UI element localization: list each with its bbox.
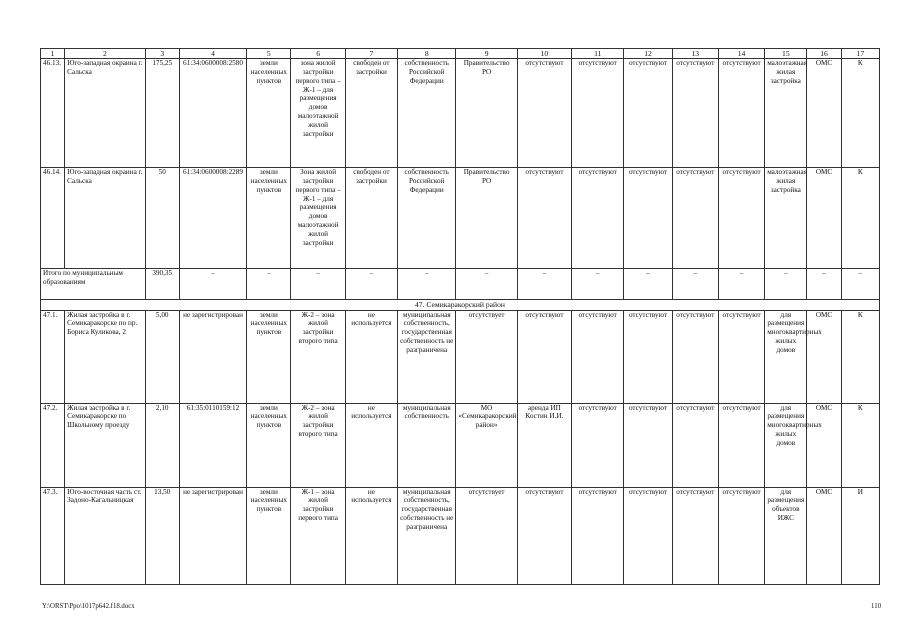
dash: – [841,269,879,300]
cell: отсутствуют [572,403,624,487]
dash: – [345,269,397,300]
land-category-cell: земли населенных пунктов [247,168,291,269]
cell: отсутствуют [572,168,624,269]
cell: К [841,310,879,403]
cell: отсутствуют [672,59,718,168]
col-header: 8 [398,49,456,59]
cell: отсутствуют [672,403,718,487]
total-area: 390,35 [145,269,179,300]
usage-cell: не используется [345,403,397,487]
area-cell: 2,10 [145,403,179,487]
cell: ОМС [807,403,841,487]
col-header: 7 [345,49,397,59]
cell: отсутствуют [572,487,624,584]
land-category-cell: земли населенных пунктов [247,487,291,584]
section-title: 47. Семикаракорский район [41,300,880,310]
total-label: Итого по муниципальным образованиям [41,269,146,300]
section-row [41,300,880,310]
row-number: 47.3. [41,487,65,584]
cell: отсутствуют [672,487,718,584]
table-row [41,59,880,168]
dash: – [672,269,718,300]
purpose-cell: для размещения многоквартирных жилых домов [765,310,807,403]
usage-cell: не используется [345,487,397,584]
encumbrance-cell: аренда ИП Костин И.И. [517,403,571,487]
col-header: 14 [718,49,764,59]
purpose-cell: малоэтажная жилая застройка [765,59,807,168]
col-header: 4 [179,49,246,59]
cell: И [841,487,879,584]
col-header: 9 [456,49,517,59]
area-cell: 5,00 [145,310,179,403]
land-category-cell: земли населенных пунктов [247,59,291,168]
purpose-cell: для размещения многоквартирных жилых домов [765,403,807,487]
location-cell: Юго-восточная часть ст. Задоно-Кагальницкая [65,487,145,584]
area-cell: 175,25 [145,59,179,168]
cell: отсутствуют [718,487,764,584]
ownership-cell: собственность Российской Федерации [398,168,456,269]
cell: ОМС [807,168,841,269]
cell: К [841,59,879,168]
cell: отсутствуют [624,310,672,403]
ownership-cell: муниципальная собственность [398,403,456,487]
location-cell: Жилая застройка в г. Семикаракорске по пр. Бориса Куликова, 2 [65,310,145,403]
table-row [41,487,880,584]
cadastral-cell: 61:35:0110159:12 [179,403,246,487]
cell: отсутствуют [572,310,624,403]
land-registry-table [40,48,880,585]
dash: – [291,269,345,300]
table-row [41,403,880,487]
usage-cell: свободен от застройки [345,168,397,269]
cell: ОМС [807,59,841,168]
cell: отсутствуют [624,403,672,487]
col-header: 5 [247,49,291,59]
holder-cell: Правительство РО [456,168,517,269]
zone-cell: Ж-1 – зона жилой застройки первого типа [291,487,345,584]
dash: – [247,269,291,300]
holder-cell: отсутствует [456,487,517,584]
row-number: 46.14. [41,168,65,269]
dash: – [517,269,571,300]
cadastral-cell: 61:34:0600008:2580 [179,59,246,168]
encumbrance-cell: отсутствуют [517,310,571,403]
zone-cell: зона жилой застройки первого типа – Ж-1 – для размещения домов малоэтажной жилой застройки [291,59,345,168]
col-header: 15 [765,49,807,59]
ownership-cell: собственность Российской Федерации [398,59,456,168]
dash: – [572,269,624,300]
cadastral-cell: не зарегистрирован [179,310,246,403]
location-cell: Юго-западная окраина г. Сальска [65,59,145,168]
zone-cell: Зона жилой застройки первого типа – Ж-1 – для размещения домов малоэтажной жилой застройки [291,168,345,269]
footer-file-path: Y:\ORST\Ppo\1017p642.f18.docx [42,603,135,610]
usage-cell: не используется [345,310,397,403]
cell: К [841,168,879,269]
cell: отсутствуют [672,310,718,403]
holder-cell: Правительство РО [456,59,517,168]
cell: отсутствуют [718,310,764,403]
land-category-cell: земли населенных пунктов [247,310,291,403]
cell: отсутствуют [718,168,764,269]
zone-cell: Ж-2 – зона жилой застройки второго типа [291,310,345,403]
area-cell: 50 [145,168,179,269]
cell: ОМС [807,310,841,403]
col-header: 3 [145,49,179,59]
cell: отсутствуют [672,168,718,269]
ownership-cell: муниципальная собственность, государственная собственность не разграничена [398,487,456,584]
col-header: 17 [841,49,879,59]
cell: отсутствуют [718,59,764,168]
col-header: 6 [291,49,345,59]
col-header: 2 [65,49,145,59]
area-cell: 13,50 [145,487,179,584]
row-number: 47.1. [41,310,65,403]
cadastral-cell: 61:34:0600008:2289 [179,168,246,269]
location-cell: Жилая застройка в г. Семикаракорске по Школьному проезду [65,403,145,487]
dash: – [179,269,246,300]
col-header: 10 [517,49,571,59]
purpose-cell: малоэтажная жилая застройка [765,168,807,269]
ownership-cell: муниципальная собственность, государственная собственность не разграничена [398,310,456,403]
cell: отсутствуют [572,59,624,168]
col-header: 1 [41,49,65,59]
encumbrance-cell: отсутствуют [517,168,571,269]
cell: отсутствуют [718,403,764,487]
usage-cell: свободен от застройки [345,59,397,168]
col-header: 16 [807,49,841,59]
page-number: 110 [871,603,881,610]
dash: – [718,269,764,300]
total-row [41,269,880,300]
dash: – [624,269,672,300]
encumbrance-cell: отсутствуют [517,487,571,584]
col-header: 13 [672,49,718,59]
cadastral-cell: не зарегистрирован [179,487,246,584]
dash: – [765,269,807,300]
dash: – [456,269,517,300]
row-number: 46.13. [41,59,65,168]
column-number-row [41,49,880,59]
col-header: 12 [624,49,672,59]
col-header: 11 [572,49,624,59]
zone-cell: Ж-2 – зона жилой застройки второго типа [291,403,345,487]
encumbrance-cell: отсутствуют [517,59,571,168]
purpose-cell: для размещения объектов ИЖС [765,487,807,584]
cell: отсутствуют [624,59,672,168]
table-row [41,310,880,403]
dash: – [807,269,841,300]
cell: отсутствуют [624,487,672,584]
holder-cell: отсутствует [456,310,517,403]
cell: К [841,403,879,487]
cell: отсутствуют [624,168,672,269]
row-number: 47.2. [41,403,65,487]
holder-cell: МО «Семикаракорский район» [456,403,517,487]
location-cell: Юго-западная окраина г. Сальска [65,168,145,269]
table-row [41,168,880,269]
land-category-cell: земли населенных пунктов [247,403,291,487]
dash: – [398,269,456,300]
cell: ОМС [807,487,841,584]
